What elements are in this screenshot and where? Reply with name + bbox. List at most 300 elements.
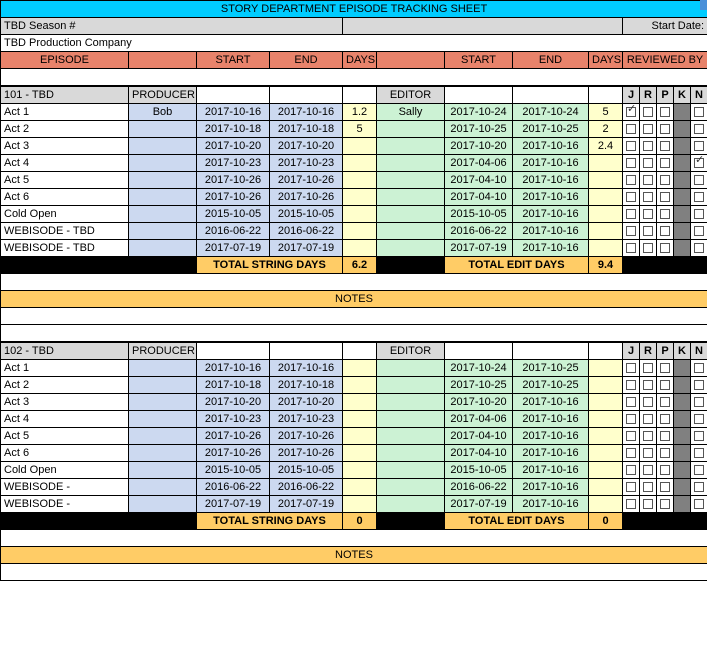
checkbox-icon[interactable] bbox=[643, 243, 653, 253]
review-checkbox-cell[interactable] bbox=[691, 172, 707, 189]
row-end-1[interactable]: 2017-10-26 bbox=[270, 189, 343, 206]
review-checkbox-cell[interactable] bbox=[623, 445, 640, 462]
row-days-2[interactable] bbox=[589, 496, 623, 513]
row-producer[interactable] bbox=[129, 411, 197, 428]
table-row[interactable] bbox=[1, 411, 707, 428]
row-editor[interactable]: Sally bbox=[377, 104, 445, 121]
row-producer[interactable] bbox=[129, 496, 197, 513]
row-end-2[interactable]: 2017-10-16 bbox=[513, 445, 589, 462]
review-checkbox-cell[interactable] bbox=[623, 377, 640, 394]
review-checkbox-cell[interactable] bbox=[657, 206, 674, 223]
row-days-2[interactable] bbox=[589, 223, 623, 240]
row-days-1[interactable] bbox=[343, 428, 377, 445]
episode-title[interactable]: 102 - TBD bbox=[1, 343, 129, 360]
checkbox-icon[interactable] bbox=[694, 397, 704, 407]
review-checkbox-cell[interactable] bbox=[640, 172, 657, 189]
row-label[interactable]: Act 3 bbox=[1, 394, 129, 411]
row-producer[interactable] bbox=[129, 223, 197, 240]
row-editor[interactable] bbox=[377, 445, 445, 462]
row-start-1[interactable]: 2017-10-23 bbox=[197, 411, 270, 428]
review-checkbox-cell[interactable] bbox=[640, 411, 657, 428]
checkbox-icon[interactable] bbox=[694, 175, 704, 185]
row-editor[interactable] bbox=[377, 172, 445, 189]
row-label[interactable]: Act 3 bbox=[1, 138, 129, 155]
checkbox-icon[interactable] bbox=[660, 175, 670, 185]
review-checkbox-cell[interactable] bbox=[640, 496, 657, 513]
checkbox-icon[interactable] bbox=[626, 499, 636, 509]
review-checkbox-cell[interactable] bbox=[640, 445, 657, 462]
row-days-1[interactable] bbox=[343, 138, 377, 155]
row-editor[interactable] bbox=[377, 223, 445, 240]
row-start-1[interactable]: 2015-10-05 bbox=[197, 206, 270, 223]
row-start-1[interactable]: 2017-10-18 bbox=[197, 121, 270, 138]
review-checkbox-cell[interactable] bbox=[623, 394, 640, 411]
row-producer[interactable] bbox=[129, 428, 197, 445]
checkbox-icon[interactable] bbox=[626, 158, 636, 168]
review-checkbox-cell[interactable] bbox=[623, 479, 640, 496]
row-days-2[interactable] bbox=[589, 360, 623, 377]
review-checkbox-cell[interactable] bbox=[623, 240, 640, 257]
checkbox-icon[interactable] bbox=[660, 243, 670, 253]
review-checkbox-cell[interactable] bbox=[623, 206, 640, 223]
checkbox-icon[interactable] bbox=[626, 380, 636, 390]
review-checkbox-cell[interactable] bbox=[623, 155, 640, 172]
review-checkbox-cell[interactable] bbox=[691, 155, 707, 172]
checkbox-icon[interactable] bbox=[643, 107, 653, 117]
checkbox-icon[interactable] bbox=[643, 124, 653, 134]
row-label[interactable]: Act 2 bbox=[1, 121, 129, 138]
review-checkbox-cell[interactable] bbox=[691, 189, 707, 206]
row-editor[interactable] bbox=[377, 496, 445, 513]
row-editor[interactable] bbox=[377, 360, 445, 377]
row-label[interactable]: Cold Open bbox=[1, 206, 129, 223]
row-days-2[interactable] bbox=[589, 377, 623, 394]
review-checkbox-cell[interactable] bbox=[623, 189, 640, 206]
review-checkbox-cell[interactable] bbox=[623, 104, 640, 121]
notes-field[interactable] bbox=[1, 308, 707, 325]
row-producer[interactable] bbox=[129, 240, 197, 257]
table-row[interactable] bbox=[1, 155, 707, 172]
checkbox-icon[interactable] bbox=[660, 226, 670, 236]
row-editor[interactable] bbox=[377, 138, 445, 155]
checkbox-icon[interactable] bbox=[643, 448, 653, 458]
row-days-1[interactable] bbox=[343, 206, 377, 223]
table-row[interactable] bbox=[1, 462, 707, 479]
row-days-1[interactable] bbox=[343, 479, 377, 496]
row-label[interactable]: Act 6 bbox=[1, 189, 129, 206]
row-end-2[interactable]: 2017-10-16 bbox=[513, 428, 589, 445]
review-checkbox-cell[interactable] bbox=[657, 360, 674, 377]
checkbox-icon[interactable] bbox=[660, 158, 670, 168]
row-days-2[interactable] bbox=[589, 445, 623, 462]
checkbox-icon[interactable] bbox=[643, 175, 653, 185]
row-end-1[interactable]: 2017-10-16 bbox=[270, 104, 343, 121]
checkbox-icon[interactable] bbox=[660, 397, 670, 407]
checkbox-icon[interactable] bbox=[626, 141, 636, 151]
row-end-2[interactable]: 2017-10-16 bbox=[513, 138, 589, 155]
row-end-2[interactable]: 2017-10-16 bbox=[513, 479, 589, 496]
row-start-2[interactable]: 2017-10-25 bbox=[445, 377, 513, 394]
row-end-1[interactable]: 2015-10-05 bbox=[270, 206, 343, 223]
review-checkbox-cell[interactable] bbox=[691, 121, 707, 138]
row-start-2[interactable]: 2017-04-06 bbox=[445, 155, 513, 172]
checkbox-icon[interactable] bbox=[660, 192, 670, 202]
review-checkbox-cell[interactable] bbox=[640, 223, 657, 240]
row-editor[interactable] bbox=[377, 206, 445, 223]
review-checkbox-cell[interactable] bbox=[640, 240, 657, 257]
checkbox-icon[interactable] bbox=[626, 482, 636, 492]
row-editor[interactable] bbox=[377, 479, 445, 496]
row-start-1[interactable]: 2017-10-18 bbox=[197, 377, 270, 394]
row-days-1[interactable] bbox=[343, 360, 377, 377]
checkbox-icon[interactable] bbox=[643, 363, 653, 373]
row-start-1[interactable]: 2017-10-26 bbox=[197, 445, 270, 462]
row-end-2[interactable]: 2017-10-25 bbox=[513, 121, 589, 138]
row-end-2[interactable]: 2017-10-25 bbox=[513, 360, 589, 377]
checkbox-icon[interactable] bbox=[694, 209, 704, 219]
review-checkbox-cell[interactable] bbox=[640, 189, 657, 206]
row-start-2[interactable]: 2017-07-19 bbox=[445, 240, 513, 257]
checkbox-icon[interactable] bbox=[660, 141, 670, 151]
row-end-2[interactable]: 2017-10-25 bbox=[513, 377, 589, 394]
row-days-1[interactable]: 1.2 bbox=[343, 104, 377, 121]
row-days-2[interactable]: 2 bbox=[589, 121, 623, 138]
row-start-1[interactable]: 2017-10-16 bbox=[197, 360, 270, 377]
review-checkbox-cell[interactable] bbox=[640, 462, 657, 479]
checkbox-icon[interactable] bbox=[660, 499, 670, 509]
review-checkbox-cell[interactable] bbox=[623, 138, 640, 155]
company-name[interactable]: TBD Production Company bbox=[1, 35, 707, 52]
row-days-2[interactable] bbox=[589, 411, 623, 428]
row-start-2[interactable]: 2017-10-25 bbox=[445, 121, 513, 138]
review-checkbox-cell[interactable] bbox=[640, 206, 657, 223]
review-checkbox-cell[interactable] bbox=[691, 104, 707, 121]
row-start-1[interactable]: 2017-10-16 bbox=[197, 104, 270, 121]
checkbox-icon[interactable] bbox=[643, 414, 653, 424]
checkbox-icon[interactable] bbox=[660, 363, 670, 373]
checkbox-icon[interactable] bbox=[694, 448, 704, 458]
row-editor[interactable] bbox=[377, 121, 445, 138]
table-row[interactable] bbox=[1, 496, 707, 513]
checkbox-icon[interactable] bbox=[626, 192, 636, 202]
row-end-1[interactable]: 2016-06-22 bbox=[270, 223, 343, 240]
row-end-1[interactable]: 2017-10-26 bbox=[270, 172, 343, 189]
row-end-2[interactable]: 2017-10-16 bbox=[513, 206, 589, 223]
row-end-2[interactable]: 2017-10-16 bbox=[513, 155, 589, 172]
row-start-1[interactable]: 2017-10-26 bbox=[197, 428, 270, 445]
checkbox-icon[interactable] bbox=[643, 431, 653, 441]
checkbox-icon[interactable] bbox=[626, 243, 636, 253]
row-days-1[interactable] bbox=[343, 240, 377, 257]
row-editor[interactable] bbox=[377, 411, 445, 428]
row-days-1[interactable] bbox=[343, 462, 377, 479]
row-editor[interactable] bbox=[377, 394, 445, 411]
notes-body-row[interactable] bbox=[1, 564, 707, 581]
table-row[interactable] bbox=[1, 377, 707, 394]
row-days-2[interactable] bbox=[589, 462, 623, 479]
checkbox-icon[interactable] bbox=[643, 482, 653, 492]
checkbox-icon[interactable] bbox=[660, 465, 670, 475]
review-checkbox-cell[interactable] bbox=[657, 121, 674, 138]
row-label[interactable]: Act 1 bbox=[1, 360, 129, 377]
row-start-2[interactable]: 2017-04-10 bbox=[445, 445, 513, 462]
checkbox-icon[interactable] bbox=[660, 380, 670, 390]
checkbox-icon[interactable] bbox=[626, 414, 636, 424]
checkbox-icon[interactable] bbox=[626, 397, 636, 407]
review-checkbox-cell[interactable] bbox=[657, 138, 674, 155]
checkbox-icon[interactable] bbox=[626, 448, 636, 458]
row-end-2[interactable]: 2017-10-24 bbox=[513, 104, 589, 121]
review-checkbox-cell[interactable] bbox=[691, 206, 707, 223]
review-checkbox-cell[interactable] bbox=[657, 172, 674, 189]
row-editor[interactable] bbox=[377, 240, 445, 257]
row-editor[interactable] bbox=[377, 428, 445, 445]
row-days-2[interactable] bbox=[589, 189, 623, 206]
review-checkbox-cell[interactable] bbox=[623, 428, 640, 445]
row-start-2[interactable]: 2016-06-22 bbox=[445, 223, 513, 240]
row-editor[interactable] bbox=[377, 189, 445, 206]
checkbox-icon[interactable] bbox=[694, 431, 704, 441]
row-start-2[interactable]: 2017-10-24 bbox=[445, 104, 513, 121]
checkbox-icon[interactable] bbox=[643, 226, 653, 236]
vertical-scrollbar-thumb[interactable] bbox=[700, 0, 707, 10]
row-start-2[interactable]: 2015-10-05 bbox=[445, 206, 513, 223]
review-checkbox-cell[interactable] bbox=[691, 223, 707, 240]
checkbox-icon[interactable] bbox=[694, 465, 704, 475]
row-days-2[interactable]: 5 bbox=[589, 104, 623, 121]
row-start-2[interactable]: 2017-10-20 bbox=[445, 394, 513, 411]
row-end-2[interactable]: 2017-10-16 bbox=[513, 223, 589, 240]
row-label[interactable]: Act 4 bbox=[1, 155, 129, 172]
row-days-2[interactable] bbox=[589, 428, 623, 445]
checkbox-icon[interactable] bbox=[643, 141, 653, 151]
checkbox-icon[interactable] bbox=[694, 499, 704, 509]
row-editor[interactable] bbox=[377, 462, 445, 479]
row-start-1[interactable]: 2017-10-20 bbox=[197, 138, 270, 155]
row-label[interactable]: Act 5 bbox=[1, 428, 129, 445]
review-checkbox-cell[interactable] bbox=[691, 411, 707, 428]
review-checkbox-cell[interactable] bbox=[640, 104, 657, 121]
row-days-1[interactable] bbox=[343, 445, 377, 462]
checkbox-icon[interactable] bbox=[694, 243, 704, 253]
review-checkbox-cell[interactable] bbox=[691, 496, 707, 513]
checkbox-icon[interactable] bbox=[694, 226, 704, 236]
row-end-1[interactable]: 2017-10-20 bbox=[270, 138, 343, 155]
checkbox-icon[interactable] bbox=[694, 414, 704, 424]
table-row[interactable] bbox=[1, 121, 707, 138]
review-checkbox-cell[interactable] bbox=[657, 462, 674, 479]
row-label[interactable]: WEBISODE - bbox=[1, 479, 129, 496]
review-checkbox-cell[interactable] bbox=[657, 411, 674, 428]
row-days-1[interactable] bbox=[343, 189, 377, 206]
checkbox-icon[interactable] bbox=[643, 380, 653, 390]
row-producer[interactable] bbox=[129, 155, 197, 172]
checkbox-icon[interactable] bbox=[694, 141, 704, 151]
checkbox-icon[interactable] bbox=[643, 192, 653, 202]
table-row[interactable] bbox=[1, 360, 707, 377]
review-checkbox-cell[interactable] bbox=[657, 445, 674, 462]
season-label[interactable]: TBD Season # bbox=[1, 18, 343, 35]
row-label[interactable]: WEBISODE - TBD bbox=[1, 240, 129, 257]
row-start-2[interactable]: 2017-04-10 bbox=[445, 428, 513, 445]
row-start-1[interactable]: 2017-10-26 bbox=[197, 172, 270, 189]
review-checkbox-cell[interactable] bbox=[657, 104, 674, 121]
table-row[interactable] bbox=[1, 428, 707, 445]
review-checkbox-cell[interactable] bbox=[640, 428, 657, 445]
episode-title[interactable]: 101 - TBD bbox=[1, 87, 129, 104]
row-editor[interactable] bbox=[377, 155, 445, 172]
review-checkbox-cell[interactable] bbox=[691, 445, 707, 462]
checkbox-icon[interactable] bbox=[626, 124, 636, 134]
checkbox-icon[interactable] bbox=[694, 107, 704, 117]
table-row[interactable] bbox=[1, 189, 707, 206]
row-end-2[interactable]: 2017-10-16 bbox=[513, 394, 589, 411]
row-days-1[interactable] bbox=[343, 377, 377, 394]
row-days-2[interactable] bbox=[589, 240, 623, 257]
row-start-2[interactable]: 2017-04-10 bbox=[445, 189, 513, 206]
row-start-1[interactable]: 2017-10-20 bbox=[197, 394, 270, 411]
checkbox-icon[interactable] bbox=[694, 158, 704, 168]
row-start-1[interactable]: 2017-07-19 bbox=[197, 496, 270, 513]
review-checkbox-cell[interactable] bbox=[657, 240, 674, 257]
row-end-2[interactable]: 2017-10-16 bbox=[513, 189, 589, 206]
review-checkbox-cell[interactable] bbox=[623, 360, 640, 377]
row-days-2[interactable] bbox=[589, 394, 623, 411]
review-checkbox-cell[interactable] bbox=[657, 479, 674, 496]
review-checkbox-cell[interactable] bbox=[640, 360, 657, 377]
checkbox-icon[interactable] bbox=[660, 431, 670, 441]
review-checkbox-cell[interactable] bbox=[691, 377, 707, 394]
checkbox-icon[interactable] bbox=[694, 192, 704, 202]
row-days-2[interactable]: 2.4 bbox=[589, 138, 623, 155]
row-start-2[interactable]: 2017-10-20 bbox=[445, 138, 513, 155]
checkbox-icon[interactable] bbox=[626, 431, 636, 441]
table-row[interactable] bbox=[1, 445, 707, 462]
row-label[interactable]: Act 2 bbox=[1, 377, 129, 394]
row-start-1[interactable]: 2017-10-23 bbox=[197, 155, 270, 172]
notes-body-row[interactable] bbox=[1, 308, 707, 325]
notes-field[interactable] bbox=[1, 564, 707, 581]
review-checkbox-cell[interactable] bbox=[640, 121, 657, 138]
row-days-1[interactable] bbox=[343, 394, 377, 411]
review-checkbox-cell[interactable] bbox=[691, 479, 707, 496]
row-producer[interactable] bbox=[129, 445, 197, 462]
row-days-2[interactable] bbox=[589, 155, 623, 172]
checkbox-icon[interactable] bbox=[643, 499, 653, 509]
table-row[interactable] bbox=[1, 240, 707, 257]
row-end-1[interactable]: 2017-10-23 bbox=[270, 411, 343, 428]
checkbox-icon[interactable] bbox=[660, 448, 670, 458]
checkbox-icon[interactable] bbox=[660, 209, 670, 219]
start-date-label[interactable]: Start Date: bbox=[623, 18, 707, 35]
row-end-2[interactable]: 2017-10-16 bbox=[513, 496, 589, 513]
row-end-1[interactable]: 2017-10-16 bbox=[270, 360, 343, 377]
review-checkbox-cell[interactable] bbox=[623, 411, 640, 428]
row-days-1[interactable] bbox=[343, 223, 377, 240]
row-end-1[interactable]: 2016-06-22 bbox=[270, 479, 343, 496]
checkbox-icon[interactable] bbox=[626, 465, 636, 475]
row-start-1[interactable]: 2015-10-05 bbox=[197, 462, 270, 479]
review-checkbox-cell[interactable] bbox=[691, 428, 707, 445]
review-checkbox-cell[interactable] bbox=[691, 462, 707, 479]
review-checkbox-cell[interactable] bbox=[640, 377, 657, 394]
row-start-2[interactable]: 2016-06-22 bbox=[445, 479, 513, 496]
checkbox-icon[interactable] bbox=[694, 482, 704, 492]
checkbox-icon[interactable] bbox=[626, 226, 636, 236]
table-row[interactable] bbox=[1, 104, 707, 121]
table-row[interactable] bbox=[1, 479, 707, 496]
checkbox-icon[interactable] bbox=[660, 107, 670, 117]
row-start-2[interactable]: 2017-10-24 bbox=[445, 360, 513, 377]
row-end-1[interactable]: 2015-10-05 bbox=[270, 462, 343, 479]
row-days-1[interactable] bbox=[343, 496, 377, 513]
review-checkbox-cell[interactable] bbox=[623, 172, 640, 189]
checkbox-icon[interactable] bbox=[643, 158, 653, 168]
checkbox-icon[interactable] bbox=[660, 482, 670, 492]
row-editor[interactable] bbox=[377, 377, 445, 394]
row-end-1[interactable]: 2017-10-23 bbox=[270, 155, 343, 172]
review-checkbox-cell[interactable] bbox=[640, 479, 657, 496]
row-producer[interactable] bbox=[129, 172, 197, 189]
review-checkbox-cell[interactable] bbox=[623, 223, 640, 240]
row-start-1[interactable]: 2017-10-26 bbox=[197, 189, 270, 206]
row-end-1[interactable]: 2017-07-19 bbox=[270, 496, 343, 513]
row-end-1[interactable]: 2017-10-18 bbox=[270, 377, 343, 394]
row-end-1[interactable]: 2017-07-19 bbox=[270, 240, 343, 257]
row-start-1[interactable]: 2016-06-22 bbox=[197, 223, 270, 240]
row-start-2[interactable]: 2017-07-19 bbox=[445, 496, 513, 513]
row-label[interactable]: Act 4 bbox=[1, 411, 129, 428]
checkbox-icon[interactable] bbox=[694, 380, 704, 390]
row-end-2[interactable]: 2017-10-16 bbox=[513, 462, 589, 479]
row-producer[interactable] bbox=[129, 462, 197, 479]
row-producer[interactable] bbox=[129, 479, 197, 496]
row-days-1[interactable] bbox=[343, 411, 377, 428]
row-days-1[interactable] bbox=[343, 172, 377, 189]
checkbox-icon[interactable] bbox=[643, 465, 653, 475]
checkbox-icon[interactable] bbox=[643, 397, 653, 407]
table-row[interactable] bbox=[1, 206, 707, 223]
row-end-2[interactable]: 2017-10-16 bbox=[513, 411, 589, 428]
row-label[interactable]: Act 6 bbox=[1, 445, 129, 462]
row-end-2[interactable]: 2017-10-16 bbox=[513, 240, 589, 257]
row-start-1[interactable]: 2017-07-19 bbox=[197, 240, 270, 257]
table-row[interactable] bbox=[1, 394, 707, 411]
row-end-1[interactable]: 2017-10-20 bbox=[270, 394, 343, 411]
review-checkbox-cell[interactable] bbox=[657, 394, 674, 411]
row-end-1[interactable]: 2017-10-26 bbox=[270, 445, 343, 462]
checkbox-icon[interactable] bbox=[626, 209, 636, 219]
review-checkbox-cell[interactable] bbox=[640, 155, 657, 172]
review-checkbox-cell[interactable] bbox=[691, 138, 707, 155]
checkbox-icon[interactable] bbox=[694, 124, 704, 134]
row-producer[interactable] bbox=[129, 360, 197, 377]
row-producer[interactable] bbox=[129, 377, 197, 394]
review-checkbox-cell[interactable] bbox=[691, 394, 707, 411]
review-checkbox-cell[interactable] bbox=[657, 377, 674, 394]
row-days-1[interactable] bbox=[343, 155, 377, 172]
review-checkbox-cell[interactable] bbox=[691, 240, 707, 257]
review-checkbox-cell[interactable] bbox=[657, 496, 674, 513]
table-row[interactable] bbox=[1, 223, 707, 240]
review-checkbox-cell[interactable] bbox=[657, 223, 674, 240]
row-producer[interactable] bbox=[129, 189, 197, 206]
row-producer[interactable] bbox=[129, 121, 197, 138]
row-end-1[interactable]: 2017-10-26 bbox=[270, 428, 343, 445]
row-producer[interactable] bbox=[129, 394, 197, 411]
table-row[interactable] bbox=[1, 172, 707, 189]
row-producer[interactable] bbox=[129, 138, 197, 155]
